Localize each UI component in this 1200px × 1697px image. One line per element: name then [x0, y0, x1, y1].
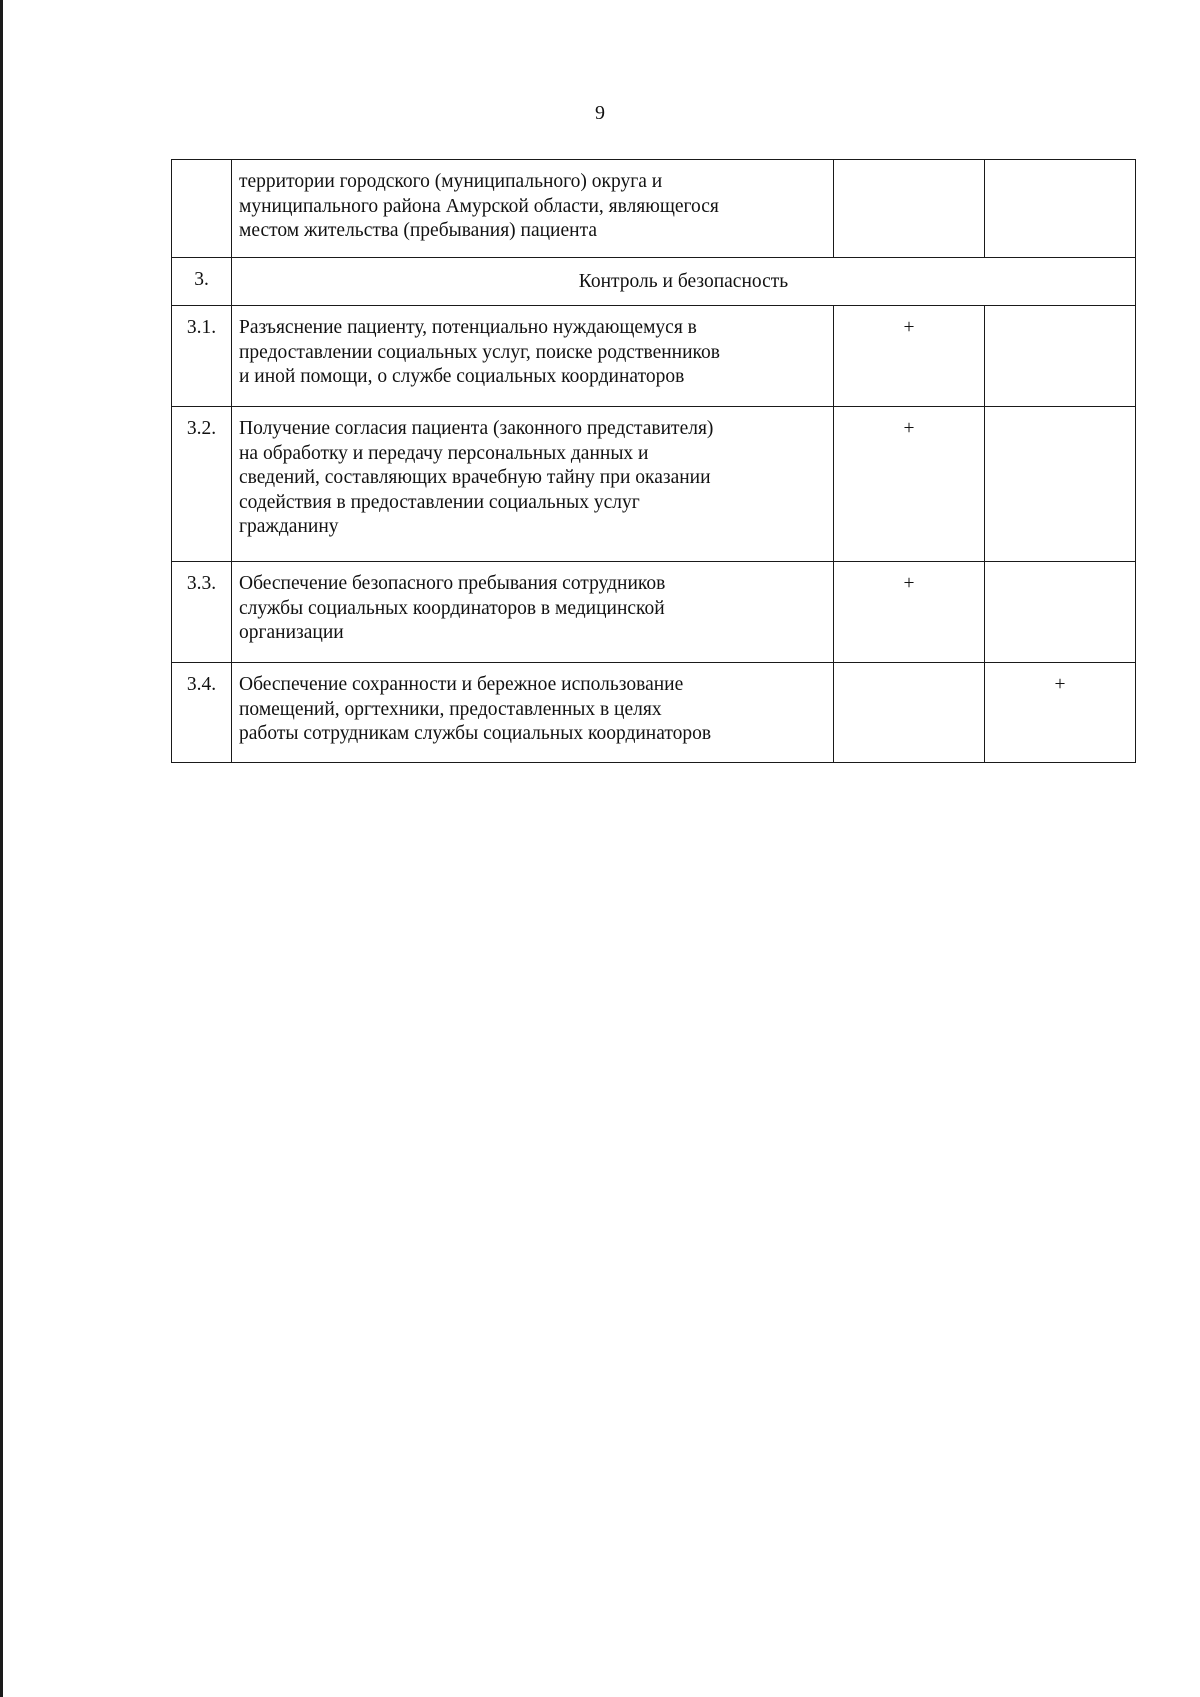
row-text — [232, 160, 834, 258]
row-text — [232, 407, 834, 562]
row-mark-col-a: + — [834, 407, 985, 562]
row-mark-col-b: + — [985, 663, 1136, 763]
row-mark-col-b — [985, 562, 1136, 663]
row-mark-col-a: + — [834, 562, 985, 663]
row-number: 3.3. — [172, 562, 232, 663]
table-row-section — [172, 258, 1136, 306]
document-table — [171, 159, 1136, 763]
row-mark-col-b — [985, 306, 1136, 407]
row-mark-col-a — [834, 663, 985, 763]
row-text-content: Обеспечение безопасного пребывания сотрудников службы социальных координаторов в медицинской организации — [239, 573, 666, 643]
row-number: 3.1. — [172, 306, 232, 407]
table-row — [172, 306, 1136, 407]
section-number: 3. — [172, 258, 232, 306]
row-mark-col-b — [985, 407, 1136, 562]
table-row-continuation — [172, 160, 1136, 258]
row-text — [232, 306, 834, 407]
row-number: 3.2. — [172, 407, 232, 562]
scan-edge-line — [0, 0, 3, 1697]
row-text-content: Получение согласия пациента (законного представителя) на обработку и передачу персональных данных и сведений, составляющих врачебную тайну при оказании содействия в предоставлении социальных услуг гражданину — [239, 418, 714, 537]
row-mark-col-a: + — [834, 306, 985, 407]
page-number: 9 — [595, 102, 605, 124]
table-row — [172, 663, 1136, 763]
row-text — [232, 562, 834, 663]
row-text-content: Обеспечение сохранности и бережное использование помещений, оргтехники, предоставленных в целях работы сотрудникам службы социальных координаторов — [239, 674, 712, 744]
section-title: Контроль и безопасность — [232, 258, 1136, 306]
row-number: 3.4. — [172, 663, 232, 763]
row-mark-col-b — [985, 160, 1136, 258]
row-mark-col-a — [834, 160, 985, 258]
row-number — [172, 160, 232, 258]
row-text-content: территории городского (муниципального) округа и муниципального района Амурской области, являющегося местом жительства (пребывания) пациента — [239, 171, 719, 241]
table-row — [172, 562, 1136, 663]
row-text — [232, 663, 834, 763]
row-text-content: Разъяснение пациенту, потенциально нуждающемуся в предоставлении социальных услуг, поиске родственников и иной помощи, о службе социальных координаторов — [239, 317, 720, 387]
table-row — [172, 407, 1136, 562]
